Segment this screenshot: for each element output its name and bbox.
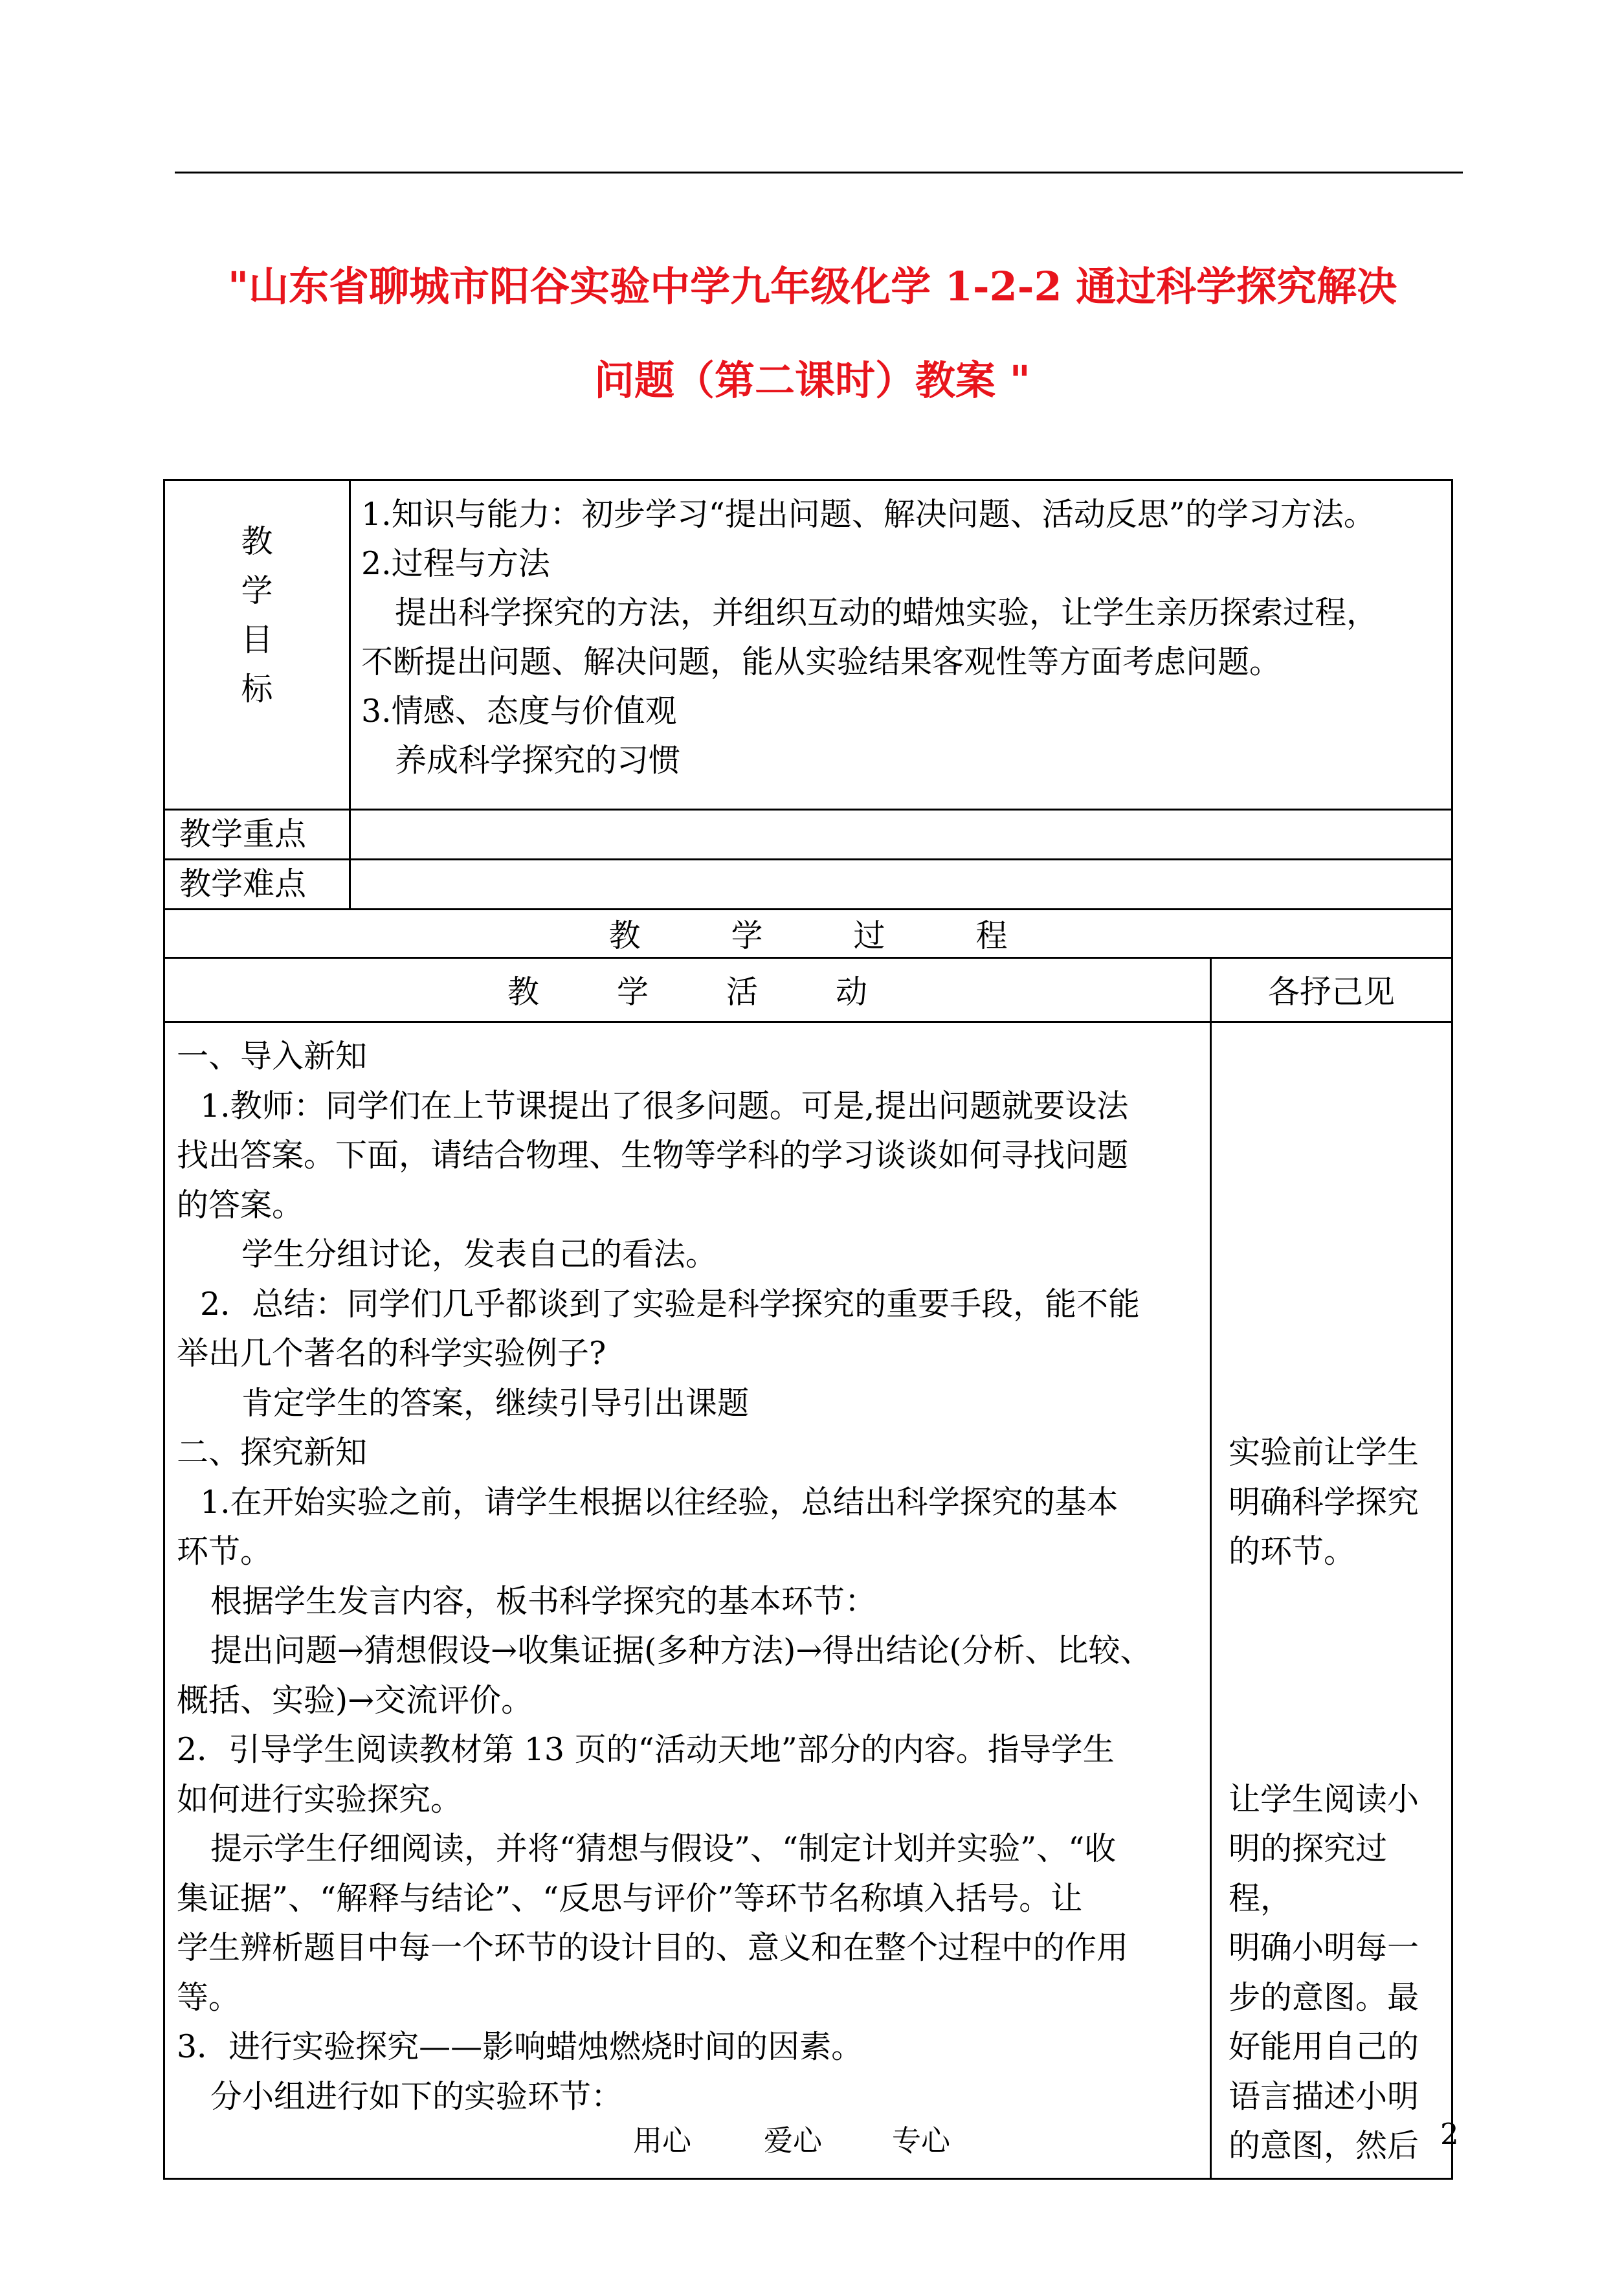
activity-body-row bbox=[164, 1022, 1452, 2179]
activity-line: 学生辨析题目中每一个环节的设计目的、意义和在整个过程中的作用 bbox=[177, 1929, 1129, 1966]
activity-line: 3．进行实验探究——影响蜡烛燃烧时间的因素。 bbox=[177, 2028, 863, 2065]
footer-item: 用心 bbox=[633, 2123, 692, 2158]
note-line: 的环节。 bbox=[1229, 1533, 1356, 1570]
key-points-label: 教学重点 bbox=[164, 810, 350, 860]
note-line: 明确科学探究 bbox=[1229, 1483, 1419, 1521]
activity-line: 如何进行实验探究。 bbox=[177, 1780, 463, 1818]
footer-item: 专心 bbox=[892, 2123, 951, 2158]
note-line: 步的意图。最 bbox=[1229, 1978, 1419, 2016]
objective-line: 养成科学探究的习惯 bbox=[395, 742, 681, 779]
activity-line: 集证据”、“解释与结论”、“反思与评价”等环节名称填入括号。让 bbox=[177, 1879, 1083, 1917]
document-title-line-1: "山东省聊城市阳谷实验中学九年级化学 1-2-2 通过科学探究解决 bbox=[227, 263, 1397, 310]
objectives-content bbox=[350, 480, 1452, 810]
notes-content bbox=[1211, 1022, 1452, 2179]
objectives-label-char: 学 bbox=[241, 572, 273, 609]
activity-line: 2．引导学生阅读教材第 13 页的“活动天地”部分的内容。指导学生 bbox=[177, 1731, 1115, 1768]
activity-line: 等。 bbox=[177, 1978, 241, 2016]
process-header-char: 学 bbox=[731, 917, 763, 954]
activity-line: 根据学生发言内容，板书科学探究的基本环节： bbox=[210, 1582, 877, 1620]
page-number: 2 bbox=[1440, 2117, 1459, 2151]
activity-line: 环节。 bbox=[177, 1533, 273, 1570]
objectives-row bbox=[164, 480, 1452, 810]
activity-line: 找出答案。下面，请结合物理、生物等学科的学习谈谈如何寻找问题 bbox=[177, 1137, 1129, 1174]
activity-line: 概括、实验)→交流评价。 bbox=[177, 1681, 533, 1719]
activity-line: 分小组进行如下的实验环节： bbox=[210, 2077, 623, 2115]
process-header-char: 过 bbox=[853, 917, 885, 954]
activity-line: 肯定学生的答案，继续引导引出课题 bbox=[241, 1384, 750, 1422]
activity-line: 举出几个著名的科学实验例子? bbox=[177, 1335, 606, 1372]
activity-content bbox=[164, 1022, 1211, 2179]
difficulties-value bbox=[350, 860, 1452, 910]
objective-line: 1.知识与能力：初步学习“提出问题、解决问题、活动反思”的学习方法。 bbox=[361, 496, 1375, 533]
activity-line: 二、探究新知 bbox=[177, 1434, 368, 1471]
objective-line: 3.情感、态度与价值观 bbox=[361, 693, 677, 730]
objectives-label-char: 教 bbox=[241, 523, 273, 560]
objective-line: 提出科学探究的方法，并组织互动的蜡烛实验，让学生亲历探索过程， bbox=[395, 594, 1379, 631]
notes-header: 各抒己见 bbox=[1211, 958, 1452, 1022]
objectives-label-char: 目 bbox=[241, 621, 273, 658]
note-line: 语言描述小明 bbox=[1229, 2077, 1419, 2115]
process-header-char: 教 bbox=[608, 917, 641, 954]
process-header-char: 程 bbox=[975, 917, 1008, 954]
objectives-label-char: 标 bbox=[241, 671, 273, 708]
note-line: 让学生阅读小 bbox=[1229, 1780, 1419, 1818]
activity-line: 的答案。 bbox=[177, 1186, 304, 1224]
activity-line: 1.教师：同学们在上节课提出了很多问题。可是,提出问题就要设法 bbox=[200, 1087, 1129, 1124]
note-line: 明确小明每一 bbox=[1229, 1929, 1419, 1966]
activity-header-char: 教 bbox=[507, 974, 539, 1011]
key-points-row bbox=[164, 810, 1452, 860]
note-line: 好能用自己的 bbox=[1229, 2028, 1419, 2065]
key-points-value bbox=[350, 810, 1452, 860]
note-line: 的意图，然后 bbox=[1229, 2127, 1419, 2164]
activity-header-row bbox=[164, 958, 1452, 1022]
activity-line: 一、导入新知 bbox=[177, 1038, 368, 1075]
activity-line: 提示学生仔细阅读，并将“猜想与假设”、“制定计划并实验”、“收 bbox=[210, 1830, 1117, 1867]
process-header-row bbox=[164, 910, 1452, 958]
note-line: 实验前让学生 bbox=[1229, 1434, 1419, 1471]
activity-header-char: 活 bbox=[726, 974, 759, 1011]
lesson-plan-table bbox=[163, 479, 1453, 2180]
activity-header-char: 动 bbox=[836, 974, 868, 1011]
objective-line: 2.过程与方法 bbox=[361, 545, 550, 582]
document-title-line-2: 问题（第二课时）教案 " bbox=[594, 357, 1030, 404]
process-header bbox=[164, 910, 1452, 958]
activity-line: 1.在开始实验之前，请学生根据以往经验，总结出科学探究的基本 bbox=[200, 1483, 1118, 1521]
objectives-label bbox=[164, 480, 350, 810]
footer-item: 爱心 bbox=[764, 2123, 823, 2158]
activity-header bbox=[164, 958, 1211, 1022]
activity-header-char: 学 bbox=[616, 974, 649, 1011]
note-line: 明的探究过程， bbox=[1229, 1830, 1388, 1917]
activity-line: 提出问题→猜想假设→收集证据(多种方法)→得出结论(分析、比较、 bbox=[210, 1632, 1152, 1669]
difficulties-label: 教学难点 bbox=[164, 860, 350, 910]
activity-line: 学生分组讨论，发表自己的看法。 bbox=[241, 1236, 718, 1273]
header-rule bbox=[175, 172, 1463, 173]
activity-line: 2．总结：同学们几乎都谈到了实验是科学探究的重要手段，能不能 bbox=[200, 1285, 1140, 1323]
difficulties-row bbox=[164, 860, 1452, 910]
objective-line: 不断提出问题、解决问题，能从实验结果客观性等方面考虑问题。 bbox=[361, 643, 1282, 680]
